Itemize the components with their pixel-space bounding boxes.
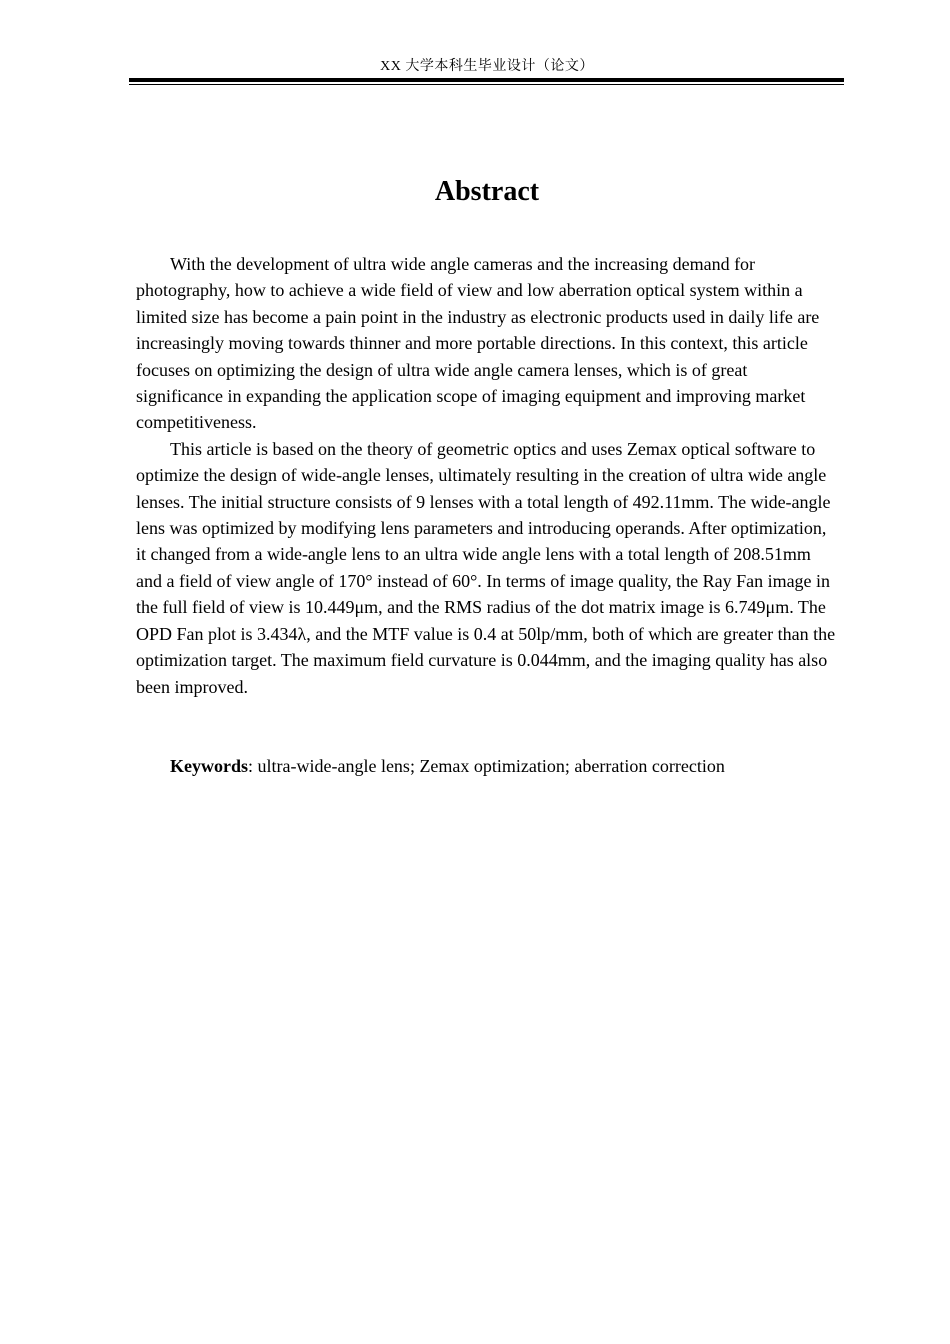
abstract-paragraph-1: With the development of ultra wide angle cameras and the increasing demand for photography, how to achieve a wide field of view and low aberration optical system within a limited size has become a pain point in the industry as electronic products used in daily life are increasingly moving towards thinner and more portable directions. In this context, this article focuses on optimizing the design of ultra wide angle camera lenses, which is of great significance in expanding the application scope of imaging equipment and improving market competitiveness. (136, 254, 820, 433)
keywords-label: Keywords (170, 756, 248, 776)
keywords-line (136, 753, 838, 779)
page-header: XX 大学本科生毕业设计（论文） (380, 59, 594, 74)
abstract-title: Abstract (434, 176, 540, 207)
header-rule-thick (129, 78, 844, 82)
abstract-body (136, 251, 838, 700)
header-rule-thin (129, 84, 844, 85)
abstract-paragraph-2: This article is based on the theory of geometric optics and uses Zemax optical software to optimize the design of wide-angle lenses, ultimately resulting in the creation of ultra wide angle lenses. The initial structure consists of 9 lenses with a total length of 492.11mm. The wide-angle lens was optimized by modifying lens parameters and introducing operands. After optimization, it changed from a wide-angle lens to an ultra wide angle lens with a total length of 208.51mm and a field of view angle of 170° instead of 60°. In terms of image quality, the Ray Fan image in the full field of view is 10.449μm, and the RMS radius of the dot matrix image is 6.749μm. The OPD Fan plot is 3.434λ, and the MTF value is 0.4 at 50lp/mm, both of which are greater than the optimization target. The maximum field curvature is 0.044mm, and the imaging quality has also been improved. (136, 438, 836, 697)
keywords-text: : ultra-wide-angle lens; Zemax optimization; aberration correction (248, 756, 725, 776)
